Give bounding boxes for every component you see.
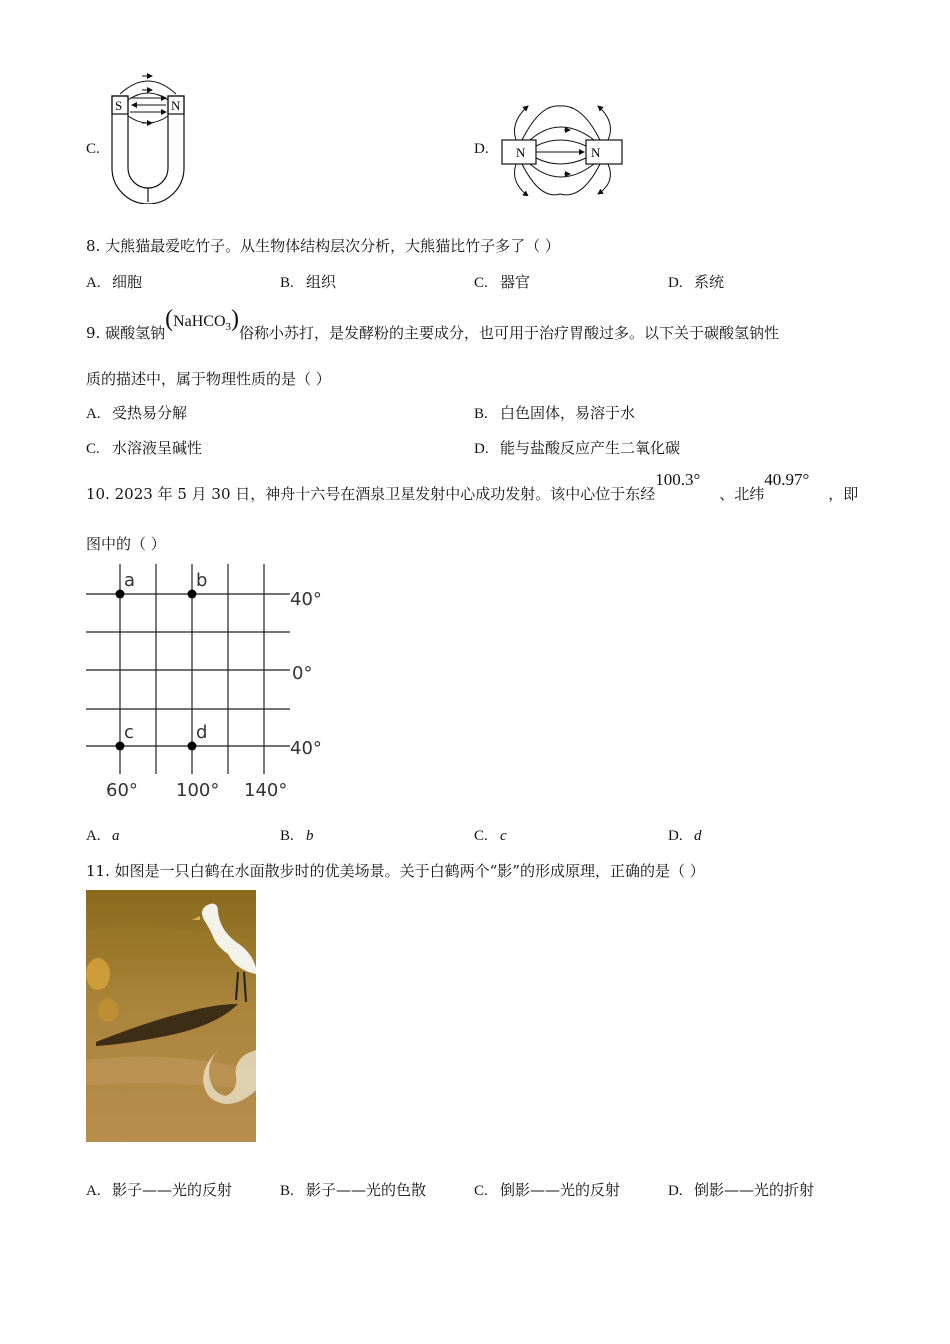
lon-label-140: 140° bbox=[244, 780, 288, 801]
map-point-label-b: b bbox=[196, 570, 208, 591]
map-point-label-c: c bbox=[124, 722, 134, 743]
q10-option-a[interactable]: A. a bbox=[86, 828, 120, 844]
magnet-d-right-pole: N bbox=[591, 145, 601, 160]
map-point-label-d: d bbox=[196, 722, 208, 743]
lat-lon-grid-map bbox=[84, 560, 334, 806]
q8-option-c[interactable]: C. 器官 bbox=[474, 273, 531, 291]
q8-option-b[interactable]: B. 组织 bbox=[280, 273, 337, 291]
q8-stem: 8. 大熊猫最爱吃竹子。从生物体结构层次分析，大熊猫比竹子多了（ ） bbox=[86, 237, 560, 255]
egret-photo bbox=[86, 890, 256, 1142]
lat-label-40s: 40° bbox=[290, 738, 322, 759]
q10-stem-line2: 图中的（ ） bbox=[86, 535, 166, 553]
lon-label-60: 60° bbox=[106, 780, 138, 801]
bar-magnets-figure bbox=[500, 100, 630, 196]
q8-option-d[interactable]: D. 系统 bbox=[668, 273, 725, 291]
horseshoe-magnet-figure bbox=[106, 68, 190, 204]
q7-option-c-label: C. bbox=[86, 141, 100, 157]
q11-option-c[interactable]: C. 倒影——光的反射 bbox=[474, 1181, 621, 1199]
q11-option-a[interactable]: A. 影子——光的反射 bbox=[86, 1181, 233, 1199]
magnet-c-right-pole: N bbox=[171, 98, 181, 113]
q9-stem-line2: 质的描述中，属于物理性质的是（ ） bbox=[86, 370, 331, 388]
lat-label-0: 0° bbox=[292, 663, 313, 684]
lat-label-40n: 40° bbox=[290, 589, 322, 610]
q11-option-b[interactable]: B. 影子——光的色散 bbox=[280, 1181, 427, 1199]
q9-stem-line1: 9. 碳酸氢钠(NaHCO$_3$)俗称小苏打，是发酵粉的主要成分，也可用于治疗胃酸过多。以下关于碳酸氢钠性 bbox=[86, 306, 780, 342]
q9-option-b[interactable]: B. 白色固体，易溶于水 bbox=[474, 404, 636, 422]
q11-option-d[interactable]: D. 倒影——光的折射 bbox=[668, 1181, 815, 1199]
q10-latitude: 40.97° bbox=[764, 470, 810, 489]
magnet-d-left-pole: N bbox=[516, 145, 526, 160]
q10-option-b[interactable]: B. b bbox=[280, 828, 314, 844]
q9-option-a[interactable]: A. 受热易分解 bbox=[86, 404, 188, 422]
q8-option-a[interactable]: A. 细胞 bbox=[86, 273, 143, 291]
lon-label-100: 100° bbox=[176, 780, 220, 801]
map-point-label-a: a bbox=[124, 570, 136, 591]
q7-option-d-label: D. bbox=[474, 141, 489, 157]
q10-stem-line1: 10. 2023 年 5 月 30 日，神舟十六号在酒泉卫星发射中心成功发射。该中心位于东经100.3°、北纬40.97°，即 bbox=[86, 470, 859, 503]
q10-option-d[interactable]: D. d bbox=[668, 828, 702, 844]
magnet-c-left-pole: S bbox=[115, 98, 123, 113]
q9-option-c[interactable]: C. 水溶液呈碱性 bbox=[86, 439, 203, 457]
q10-option-c[interactable]: C. c bbox=[474, 828, 507, 844]
q11-stem: 11. 如图是一只白鹤在水面散步时的优美场景。关于白鹤两个“影”的形成原理，正确的是（ ） bbox=[86, 862, 705, 880]
q10-longitude: 100.3° bbox=[655, 470, 701, 489]
q9-option-d[interactable]: D. 能与盐酸反应产生二氧化碳 bbox=[474, 439, 681, 457]
q9-formula: (NaHCO$_3$) bbox=[165, 306, 240, 333]
